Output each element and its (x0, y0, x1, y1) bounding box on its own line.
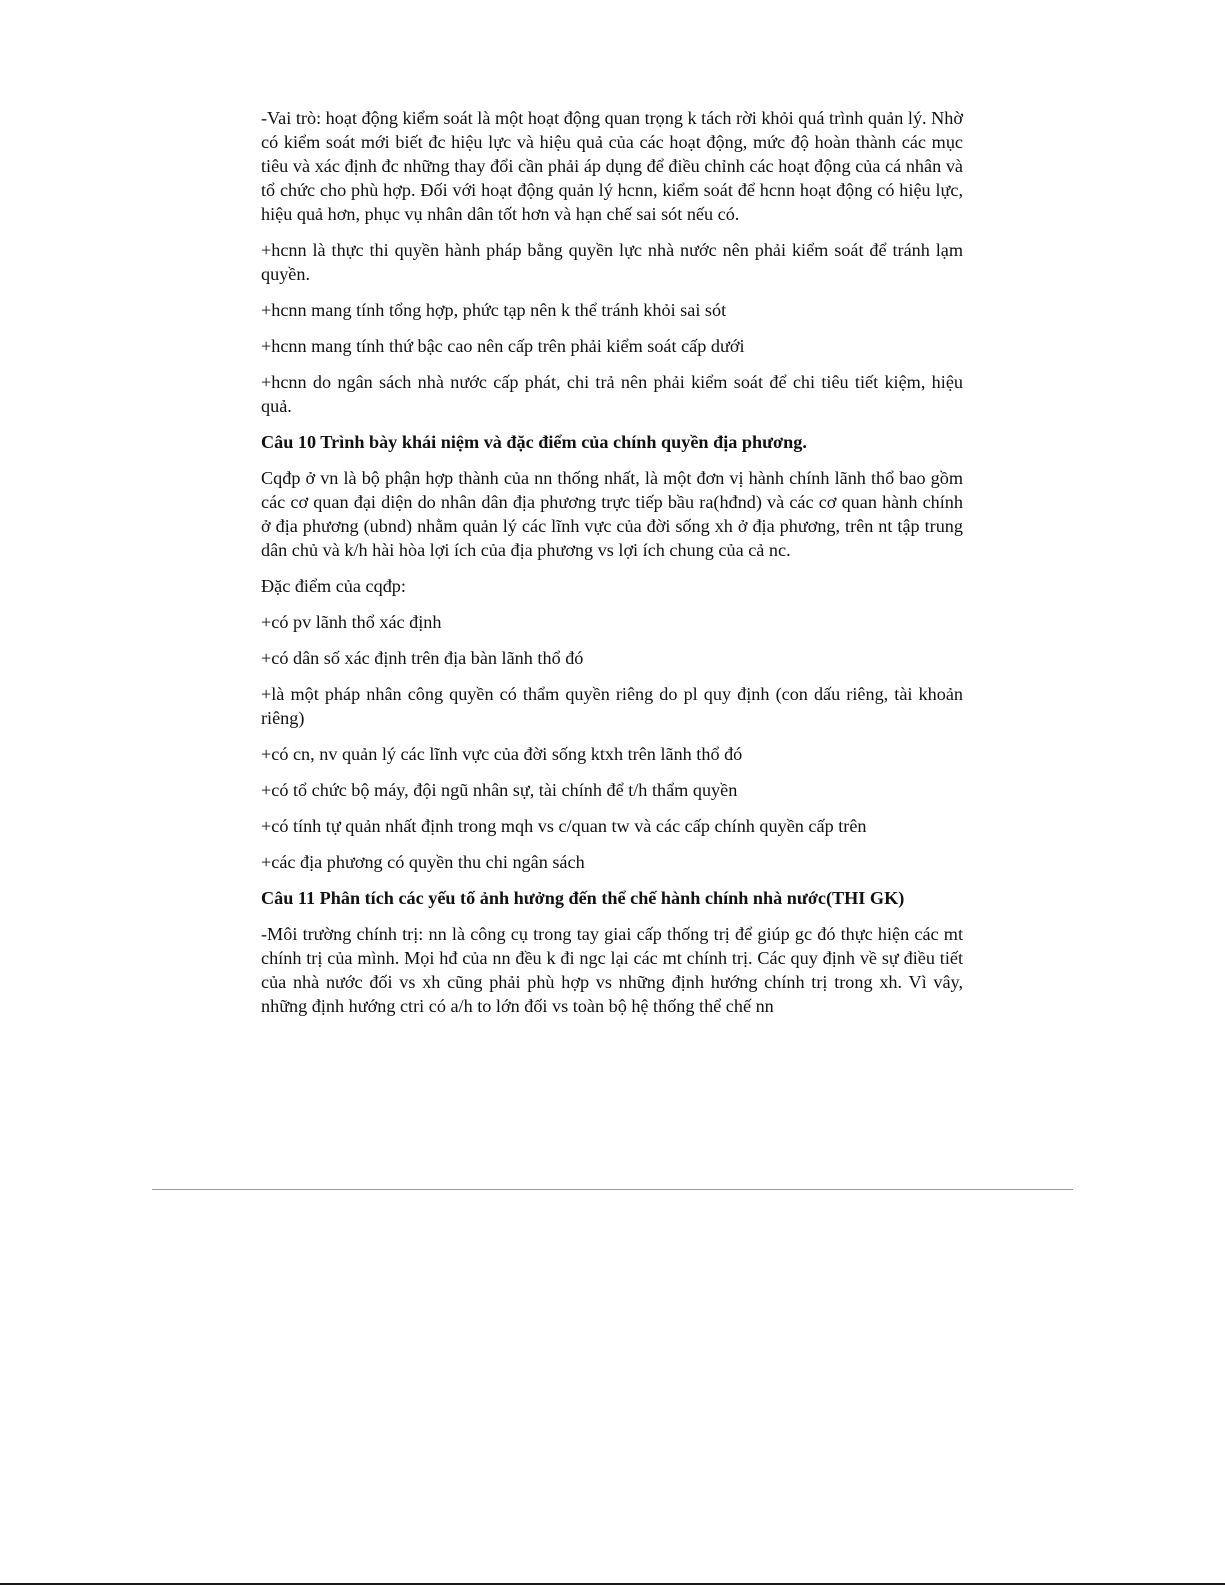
paragraph-budget: +hcnn do ngân sách nhà nước cấp phát, chi trả nên phải kiểm soát để chi tiêu tiết kiệm, hiệu quả. (261, 372, 963, 416)
list-item-functions: +có cn, nv quản lý các lĩnh vực của đời sống ktxh trên lãnh thổ đó (261, 744, 743, 764)
list-item-population: +có dân số xác định trên địa bàn lãnh thổ đó (261, 648, 584, 668)
list-item-autonomy: +có tính tự quản nhất định trong mqh vs c/quan tw và các cấp chính quyền cấp trên (261, 816, 867, 836)
heading-question-10: Câu 10 Trình bày khái niệm và đặc điểm của chính quyền địa phương. (261, 432, 807, 452)
document-body (261, 106, 963, 1030)
paragraph-complexity: +hcnn mang tính tổng hợp, phức tạp nên k thể tránh khỏi sai sót (261, 300, 727, 320)
list-item-organization: +có tổ chức bộ máy, đội ngũ nhân sự, tài chính để t/h thẩm quyền (261, 780, 738, 800)
paragraph-hierarchy: +hcnn mang tính thứ bậc cao nên cấp trên phải kiểm soát cấp dưới (261, 336, 745, 356)
list-item-budget-rights: +các địa phương có quyền thu chi ngân sách (261, 852, 585, 872)
paragraph-political-environment: -Môi trường chính trị: nn là công cụ trong tay giai cấp thống trị để giúp gc đó thực hiện các mt chính trị của mình. Mọi hđ của nn đều k đi ngc lại các mt chính trị. Các quy định về sự điều tiết của nhà nước đối vs xh cũng phải phù hợp vs những định hướng chính trị trong xh. Vì vây, những định hướng ctri có a/h to lớn đối vs toàn bộ hệ thống thể chế nn (261, 924, 963, 1016)
paragraph-role-of-control: -Vai trò: hoạt động kiểm soát là một hoạt động quan trọng k tách rời khỏi quá trình quản lý. Nhờ có kiểm soát mới biết đc hiệu lực và hiệu quả của các hoạt động, mức độ hoàn thành các mục tiêu và xác định đc những thay đổi cần phải áp dụng để điều chỉnh các hoạt động của cá nhân và tổ chức cho phù hợp. Đối với hoạt động quản lý hcnn, kiểm soát để hcnn hoạt động có hiệu lực, hiệu quả hơn, phục vụ nhân dân tốt hơn và hạn chế sai sót nếu có. (261, 108, 963, 224)
page-separator (152, 1189, 1073, 1190)
heading-question-11: Câu 11 Phân tích các yếu tố ảnh hưởng đến thể chế hành chính nhà nước(THI GK) (261, 888, 905, 908)
paragraph-abuse-of-power: +hcnn là thực thi quyền hành pháp bằng quyền lực nhà nước nên phải kiểm soát để tránh lạm quyền. (261, 240, 963, 284)
list-item-legal-entity: +là một pháp nhân công quyền có thẩm quyền riêng do pl quy định (con dấu riêng, tài khoản riêng) (261, 684, 963, 728)
paragraph-local-government-definition: Cqđp ở vn là bộ phận hợp thành của nn thống nhất, là một đơn vị hành chính lãnh thổ bao gồm các cơ quan đại diện do nhân dân địa phương trực tiếp bầu ra(hđnd) và các cơ quan hành chính ở địa phương (ubnd) nhằm quản lý các lĩnh vực của đời sống xh ở địa phương, trên nt tập trung dân chủ và k/h hài hòa lợi ích của địa phương vs lợi ích chung của cả nc. (261, 468, 963, 560)
paragraph-characteristics-intro: Đặc điểm của cqđp: (261, 576, 406, 596)
list-item-territory: +có pv lãnh thổ xác định (261, 612, 442, 632)
